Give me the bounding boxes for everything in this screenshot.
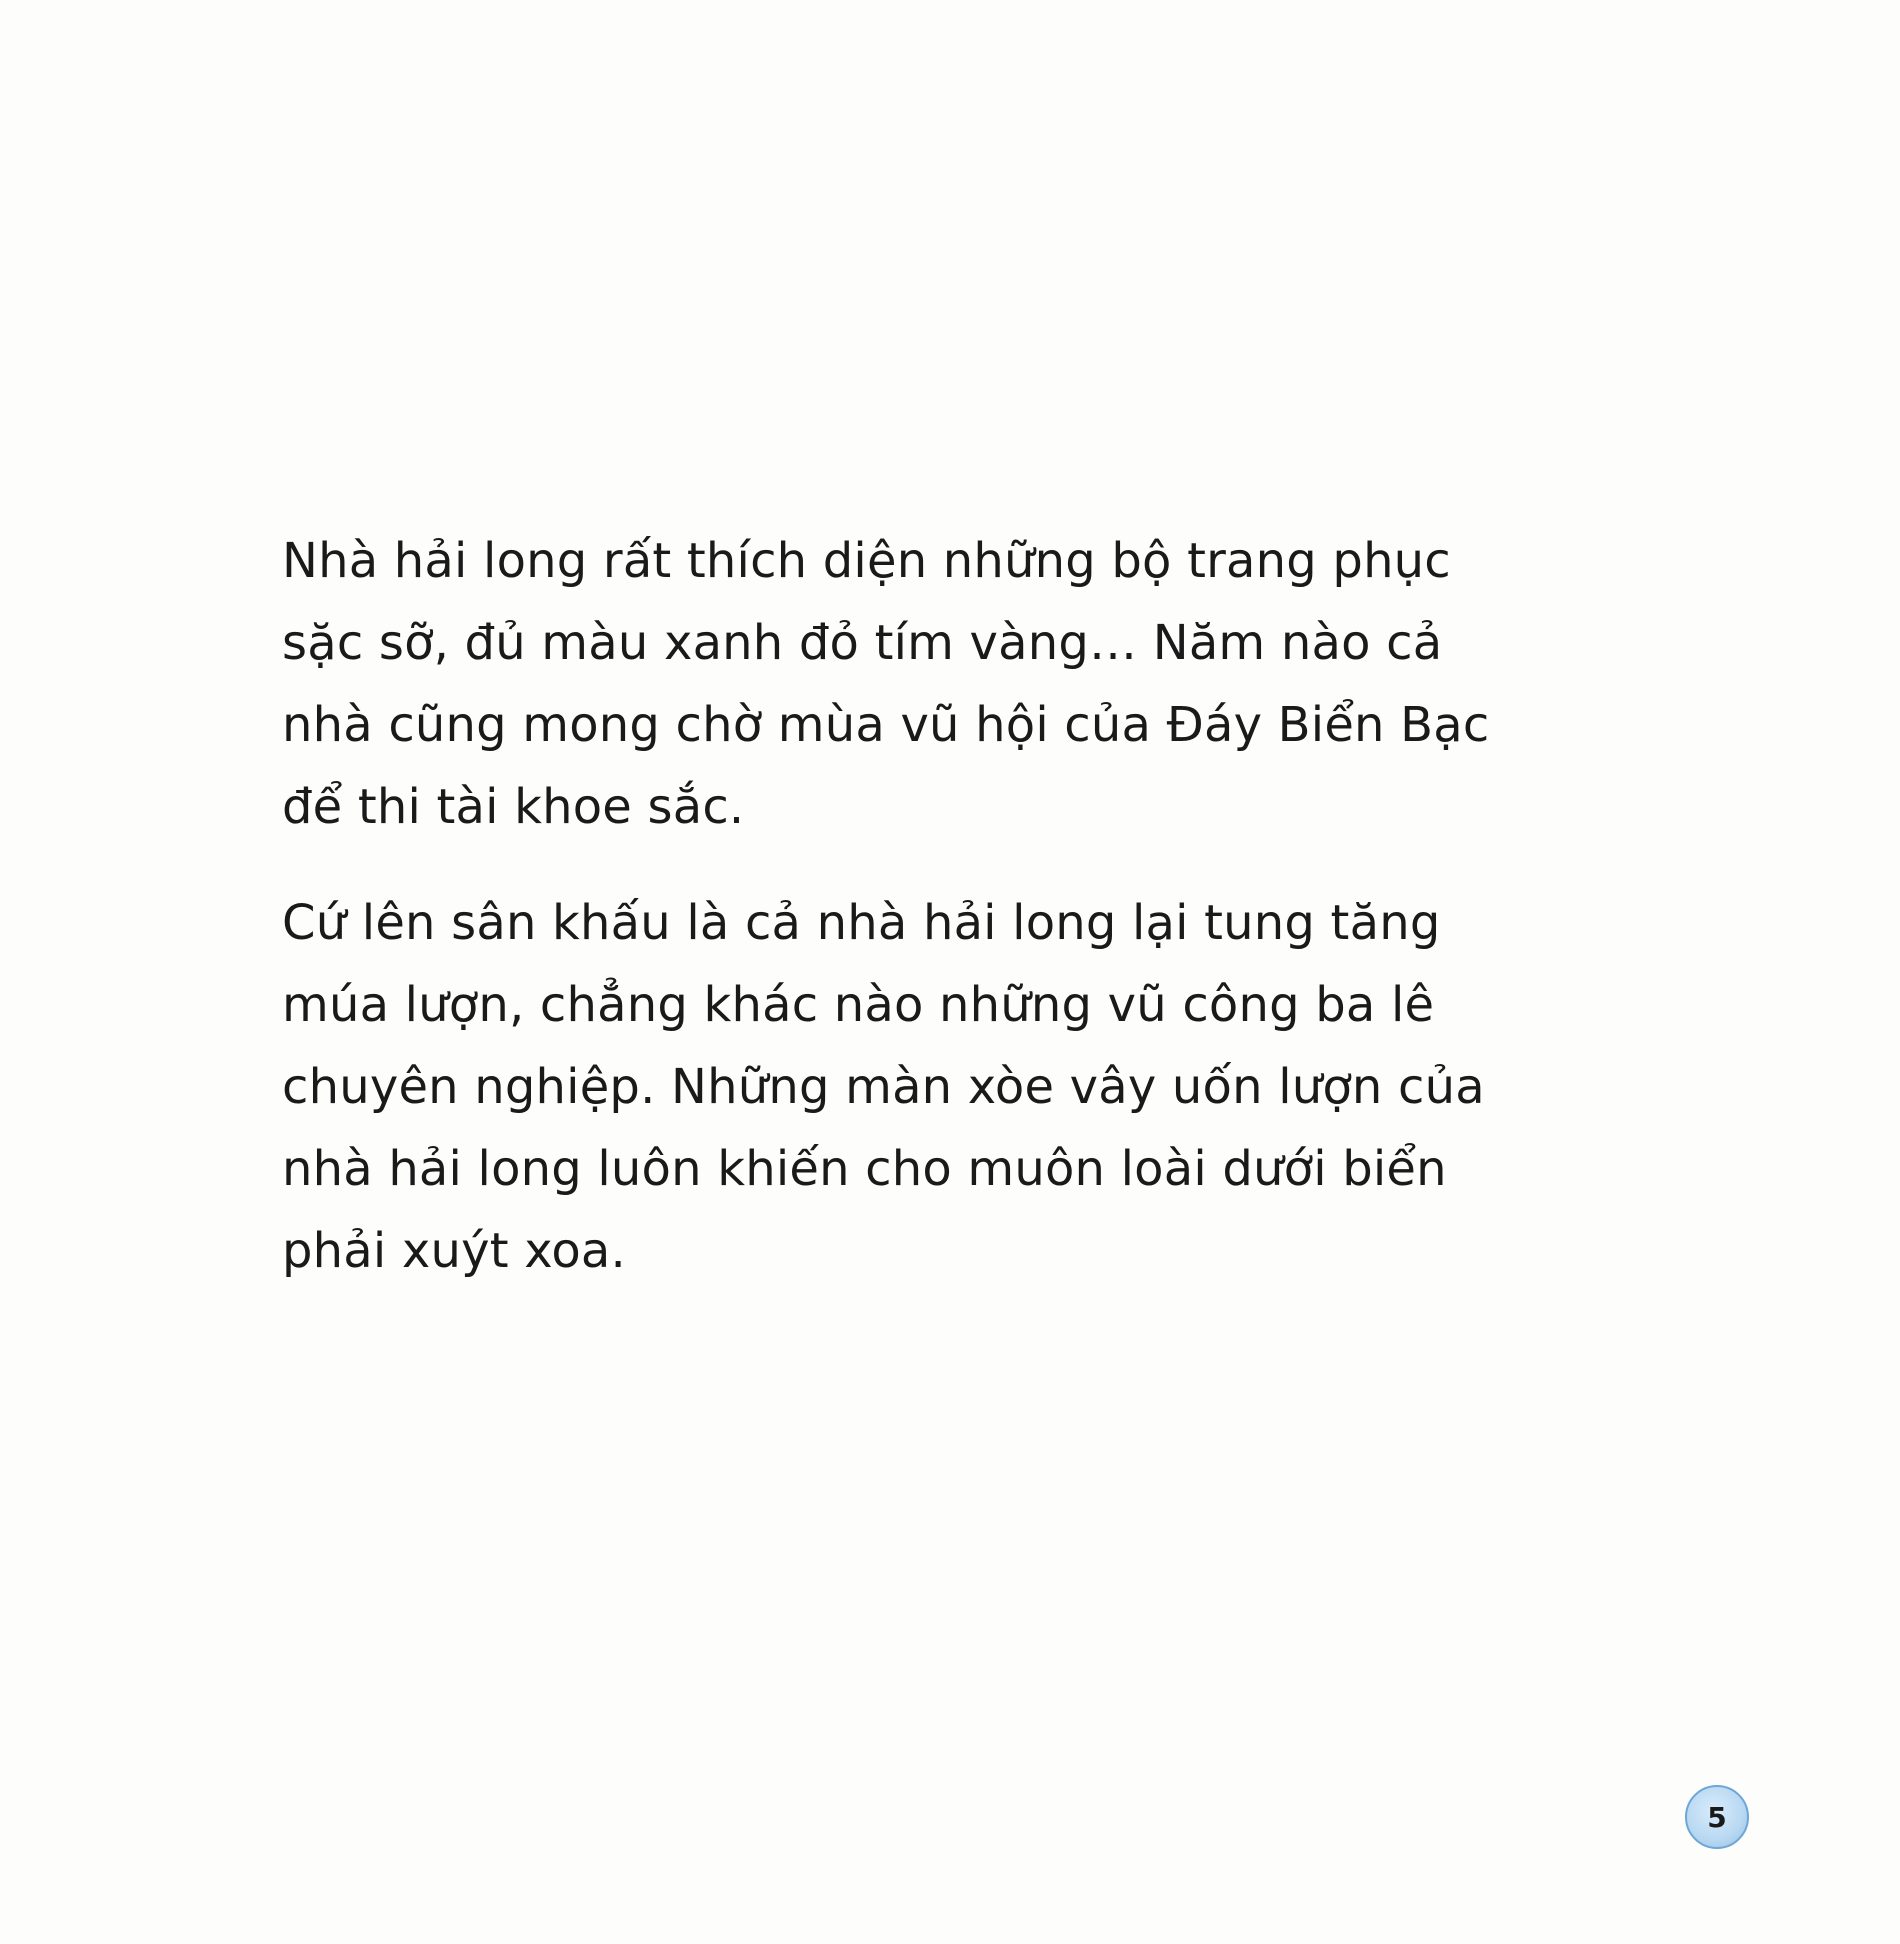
paragraph-2 [282, 882, 1532, 1292]
text-line: chuyên nghiệp. Những màn xòe vây uốn lượn của [282, 1059, 1485, 1115]
page-number: 5 [1707, 1800, 1727, 1834]
page-number-badge [1685, 1785, 1749, 1849]
text-line: múa lượn, chẳng khác nào những vũ công ba lê [282, 977, 1435, 1033]
text-line: Nhà hải long rất thích diện những bộ trang phục [282, 533, 1451, 589]
text-line: Cứ lên sân khấu là cả nhà hải long lại tung tăng [282, 895, 1441, 951]
text-line: phải xuýt xoa. [282, 1223, 626, 1279]
text-line: sặc sỡ, đủ màu xanh đỏ tím vàng… Năm nào cả [282, 615, 1443, 671]
paragraph-1 [282, 520, 1532, 848]
text-line: nhà hải long luôn khiến cho muôn loài dưới biển [282, 1141, 1447, 1197]
text-line: để thi tài khoe sắc. [282, 779, 745, 835]
text-line: nhà cũng mong chờ mùa vũ hội của Đáy Biển Bạc [282, 697, 1490, 753]
page-body-text [282, 520, 1532, 1292]
